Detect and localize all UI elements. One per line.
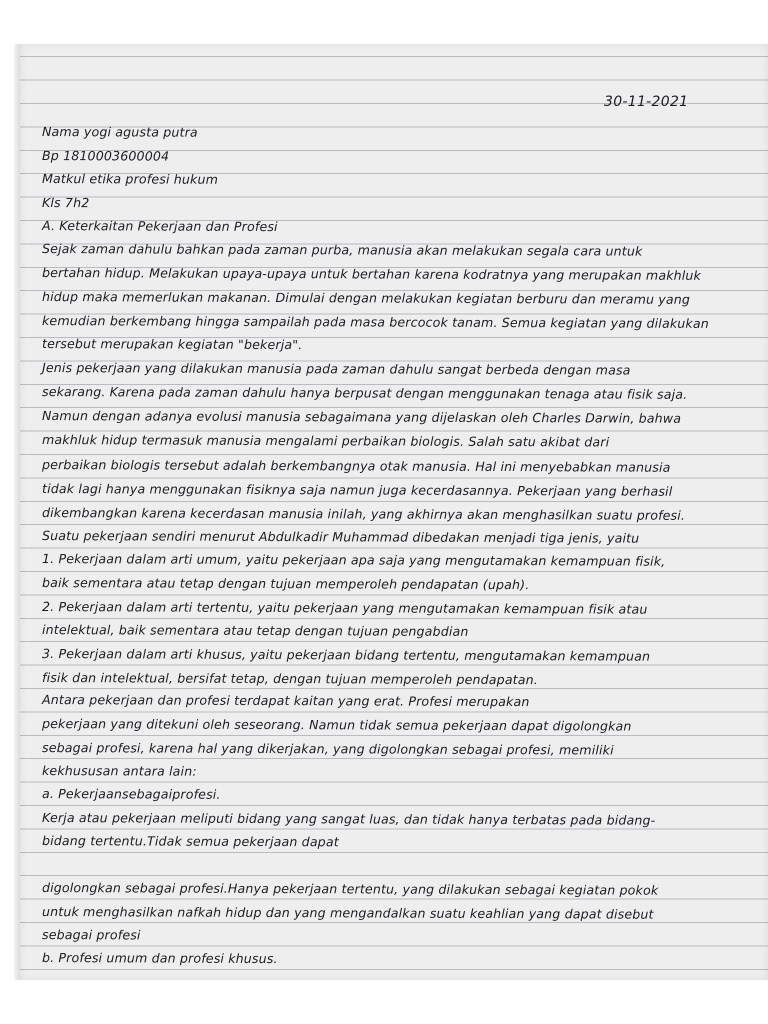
text-line-35: sebagai profesi [41,927,141,943]
text-line-30: Kerja atau pekerjaan meliputi bidang yang sangat luas, dan tidak hanya terbatas pada bidang- [41,810,656,828]
text-line-08: hidup maka memerlukan makanan. Dimulai dengan melakukan kegiatan berburu dan meramu yang [41,289,691,307]
text-line-27: sebagai profesi, karena hal yang dikerjakan, yang digolongkan sebagai profesi, memiliki [41,740,614,758]
text-line-18: Suatu pekerjaan sendiri menurut Abdulkadir Muhammad dibedakan menjadi tiga jenis, yaitu [41,528,640,546]
text-line-02: Bp 1810003600004 [41,148,170,164]
text-line-21: 2. Pekerjaan dalam arti tertentu, yaitu pekerjaan yang mengutamakan kemampuan fisik atau [41,599,648,617]
text-line-14: makhluk hidup termasuk manusia mengalami perbaikan biologis. Salah satu akibat dari [41,432,610,450]
text-line-06: Sejak zaman dahulu bahkan pada zaman purba, manusia akan melakukan segala cara untuk [41,241,643,259]
text-line-17: dikembangkan karena kecerdasan manusia inilah, yang akhirnya akan menghasilkan suatu profesi. [41,505,686,523]
text-line-19: 1. Pekerjaan dalam arti umum, yaitu pekerjaan apa saja yang mengutamakan kemampuan fisik, [41,551,666,569]
text-line-11: Jenis pekerjaan yang dilakukan manusia pada zaman dahulu sangat berbeda dengan masa [41,360,631,378]
text-line-07: bertahan hidup. Melakukan upaya-upaya untuk bertahan karena kodratnya yang merupakan makhluk [41,265,702,283]
text-line-22: intelektual, baik sementara atau tetap dengan tujuan pengabdian [41,622,469,639]
text-line-01: Nama yogi agusta putra [41,124,198,140]
text-line-29: a. Pekerjaansebagaiprofesi. [41,786,221,802]
text-line-05: A. Keterkaitan Pekerjaan dan Profesi [41,218,278,235]
text-line-33: digolongkan sebagai profesi.Hanya pekerjaan tertentu, yang dilakukan sebagai kegiatan pokok [41,880,659,898]
text-line-13: Namun dengan adanya evolusi manusia sebagaimana yang dijelaskan oleh Charles Darwin, bahwa [41,408,682,426]
text-line-12: sekarang. Karena pada zaman dahulu hanya berpusat dengan menggunakan tenaga atau fisik saja. [41,384,688,402]
text-line-03: Matkul etika profesi hukum [41,171,219,187]
text-line-26: pekerjaan yang ditekuni oleh seseorang. Namun tidak semua pekerjaan dapat digolongkan [41,716,632,734]
text-line-09: kemudian berkembang hingga sampailah pada masa bercocok tanam. Semua kegiatan yang dilakukan [41,313,709,331]
text-line-25: Antara pekerjaan dan profesi terdapat kaitan yang erat. Profesi merupakan [41,692,530,710]
text-line-31: bidang tertentu.Tidak semua pekerjaan dapat [41,833,339,850]
text-line-28: kekhususan antara lain: [41,763,197,779]
text-line-20: baik sementara atau tetap dengan tujuan memperoleh pendapatan (upah). [41,575,530,593]
text-line-23: 3. Pekerjaan dalam arti khusus, yaitu pekerjaan bidang tertentu, mengutamakan kemampuan [41,646,651,664]
lined-paper-page [20,44,768,980]
text-line-16: tidak lagi hanya menggunakan fisiknya saja namun juga kecerdasannya. Pekerjaan yang berhasil [41,481,673,499]
date-text: 30-11-2021 [604,94,689,110]
text-line-36: b. Profesi umum dan profesi khusus. [41,950,278,967]
text-line-15: perbaikan biologis tersebut adalah berkembangnya otak manusia. Hal ini menyebabkan manusia [41,457,671,475]
text-line-24: fisik dan intelektual, bersifat tetap, dengan tujuan memperoleh pendapatan. [41,670,538,688]
text-line-34: untuk menghasilkan nafkah hidup dan yang mengandalkan suatu keahlian yang dapat disebut [41,904,654,922]
text-line-04: Kls 7h2 [41,195,90,211]
text-line-10: tersebut merupakan kegiatan "bekerja". [41,336,303,353]
